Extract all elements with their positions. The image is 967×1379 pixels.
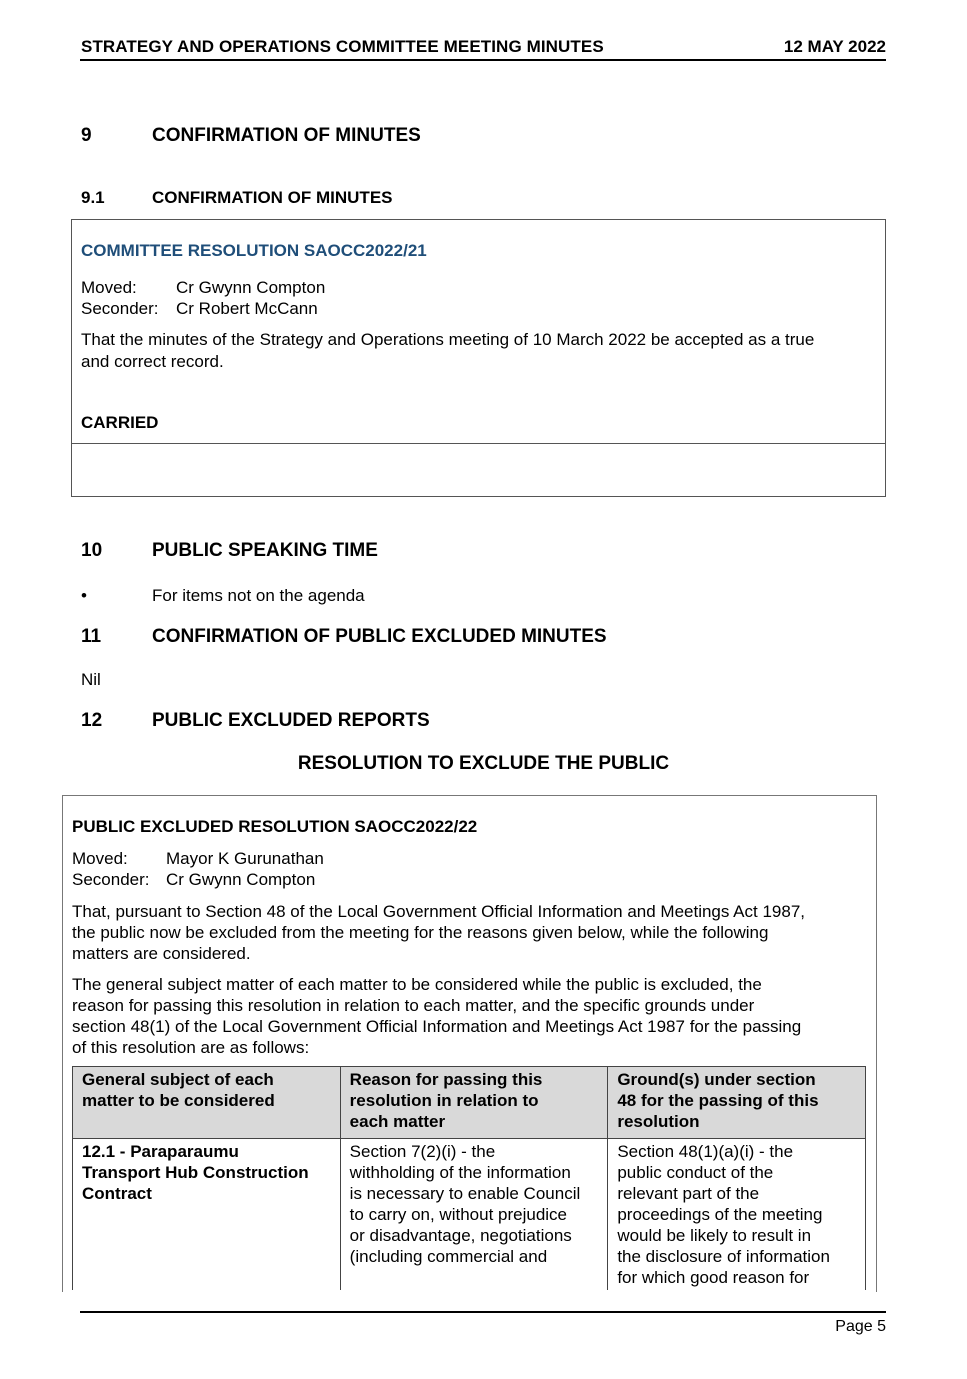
resolution-paragraph: The general subject matter of each matter to be considered while the public is excluded, the reason for passing this resolution in relation to each matter, and the specific grounds under section 48(1) of the Local Government Official Information and Meetings Act 1987 for the passing of this resolution are as follows:	[72, 975, 802, 1057]
section-11-title: CONFIRMATION OF PUBLIC EXCLUDED MINUTES	[152, 626, 607, 647]
resolution-outcome: CARRIED	[81, 413, 159, 432]
table-cell-reason: Section 7(2)(i) - the withholding of the information is necessary to enable Council to carry on, without prejudice or disadvantage, negotiations (including commercial and	[340, 1139, 608, 1291]
section-10-title: PUBLIC SPEAKING TIME	[152, 540, 378, 561]
section-9-number: 9	[81, 125, 92, 146]
resolution-text-line: and correct record.	[81, 352, 224, 371]
section-12-subtitle: RESOLUTION TO EXCLUDE THE PUBLIC	[297, 753, 670, 774]
section-10-number: 10	[81, 540, 103, 561]
section-12-number: 12	[81, 710, 103, 731]
moved-label: Moved:	[81, 278, 137, 297]
table-header-cell: Reason for passing this resolution in relation to each matter	[340, 1067, 608, 1139]
bullet-text: For items not on the agenda	[152, 586, 365, 605]
document-header-date: 12 MAY 2022	[783, 37, 886, 56]
section-11-number: 11	[81, 626, 102, 647]
public-excluded-resolution-title: PUBLIC EXCLUDED RESOLUTION SAOCC2022/22	[72, 817, 478, 836]
footer-rule	[80, 1311, 886, 1313]
table-row	[73, 1139, 866, 1291]
seconder-name: Cr Gwynn Compton	[166, 870, 316, 889]
seconder-label: Seconder:	[72, 870, 150, 889]
table-header-row	[73, 1067, 866, 1139]
moved-name: Cr Gwynn Compton	[176, 278, 326, 297]
table-cell-grounds: Section 48(1)(a)(i) - the public conduct of the relevant part of the proceedings of the meeting would be likely to result in the disclosure of information for which good reason for	[608, 1139, 866, 1291]
section-9-title: CONFIRMATION OF MINUTES	[152, 125, 421, 146]
seconder-label: Seconder:	[81, 299, 159, 318]
section-9-1-title: CONFIRMATION OF MINUTES	[152, 188, 393, 207]
moved-label: Moved:	[72, 849, 128, 868]
committee-resolution-title: COMMITTEE RESOLUTION SAOCC2022/21	[81, 241, 427, 260]
moved-name: Mayor K Gurunathan	[166, 849, 324, 868]
table-header-cell: Ground(s) under section 48 for the passing of this resolution	[608, 1067, 866, 1139]
section-11-body: Nil	[81, 670, 101, 689]
table-header-cell: General subject of each matter to be considered	[73, 1067, 341, 1139]
section-12-title: PUBLIC EXCLUDED REPORTS	[152, 710, 430, 731]
page-number: Page 5	[835, 1318, 886, 1335]
seconder-name: Cr Robert McCann	[176, 299, 318, 318]
resolution-paragraph: That, pursuant to Section 48 of the Local Government Official Information and Meetings Act 1987, the public now be excluded from the meeting for the reasons given below, while the following matters are considered.	[72, 902, 806, 963]
bullet-icon: •	[81, 586, 87, 605]
section-9-1-number: 9.1	[81, 188, 105, 207]
exclusion-grounds-table	[72, 1066, 866, 1290]
table-cell-subject: 12.1 - Paraparaumu Transport Hub Construction Contract	[73, 1139, 341, 1291]
resolution-text-line: That the minutes of the Strategy and Operations meeting of 10 March 2022 be accepted as a true	[81, 330, 815, 349]
document-header-title: STRATEGY AND OPERATIONS COMMITTEE MEETING MINUTES	[81, 37, 604, 56]
